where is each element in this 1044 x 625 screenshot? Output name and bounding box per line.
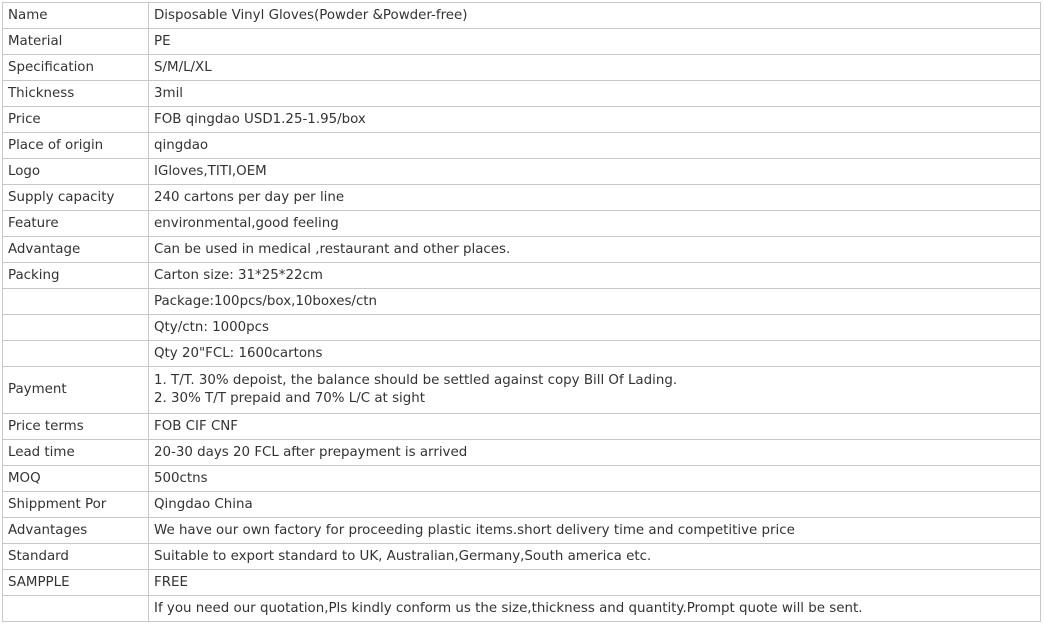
spec-value-line: FOB qingdao USD1.25-1.95/box xyxy=(154,111,366,127)
spec-label-cell: Shippment Por xyxy=(3,492,149,518)
spec-value-line: Qty/ctn: 1000pcs xyxy=(154,319,270,335)
spec-row xyxy=(3,185,1041,211)
spec-label-cell: Advantage xyxy=(3,237,149,263)
spec-row xyxy=(3,237,1041,263)
spec-value-cell xyxy=(149,341,1041,367)
spec-label-cell: Material xyxy=(3,29,149,55)
spec-value-line: FOB CIF CNF xyxy=(154,418,239,434)
spec-value-line: 20-30 days 20 FCL after prepayment is arrived xyxy=(154,444,468,460)
spec-row xyxy=(3,544,1041,570)
product-spec-table xyxy=(2,2,1041,622)
spec-row xyxy=(3,466,1041,492)
spec-row xyxy=(3,440,1041,466)
spec-value-line: 1. T/T. 30% depoist, the balance should be settled against copy Bill Of Lading. xyxy=(154,373,678,388)
spec-label-cell: Specification xyxy=(3,55,149,81)
spec-value-line: FREE xyxy=(154,574,188,590)
spec-value-cell xyxy=(149,315,1041,341)
spec-value-cell xyxy=(149,466,1041,492)
spec-value-cell xyxy=(149,570,1041,596)
spec-value-cell xyxy=(149,440,1041,466)
spec-value-cell xyxy=(149,211,1041,237)
spec-value-line: S/M/L/XL xyxy=(154,59,212,75)
spec-label-cell: Advantages xyxy=(3,518,149,544)
spec-value-cell xyxy=(149,133,1041,159)
spec-value-line: 500ctns xyxy=(154,470,208,486)
spec-value-line: Package:100pcs/box,10boxes/ctn xyxy=(154,293,378,309)
spec-value-line: Disposable Vinyl Gloves(Powder &Powder-free) xyxy=(154,7,468,23)
spec-value-line: PE xyxy=(154,33,171,49)
spec-label-cell: Place of origin xyxy=(3,133,149,159)
spec-label-cell: Name xyxy=(3,3,149,29)
spec-value-cell xyxy=(149,367,1041,414)
spec-label-cell: Price xyxy=(3,107,149,133)
spec-value-cell xyxy=(149,3,1041,29)
spec-row xyxy=(3,492,1041,518)
spec-value-line: 3mil xyxy=(154,85,184,101)
spec-label-cell: Standard xyxy=(3,544,149,570)
spec-value-cell xyxy=(149,492,1041,518)
spec-row xyxy=(3,263,1041,289)
spec-label-cell: Thickness xyxy=(3,81,149,107)
spec-label-cell: Supply capacity xyxy=(3,185,149,211)
spec-value-cell xyxy=(149,185,1041,211)
spec-value-cell xyxy=(149,544,1041,570)
spec-value-line: qingdao xyxy=(154,137,209,153)
spec-row xyxy=(3,570,1041,596)
spec-row xyxy=(3,341,1041,367)
spec-value-line: environmental,good feeling xyxy=(154,215,339,231)
spec-label-cell: Logo xyxy=(3,159,149,185)
spec-label-cell: SAMPPLE xyxy=(3,570,149,596)
spec-row xyxy=(3,289,1041,315)
spec-value-line: Can be used in medical ,restaurant and other places. xyxy=(154,241,511,257)
spec-row xyxy=(3,159,1041,185)
spec-label-cell xyxy=(3,341,149,367)
spec-value-cell xyxy=(149,107,1041,133)
spec-row xyxy=(3,596,1041,622)
spec-row xyxy=(3,211,1041,237)
spec-value-cell xyxy=(149,159,1041,185)
spec-row xyxy=(3,29,1041,55)
spec-value-line: Suitable to export standard to UK, Australian,Germany,South america etc. xyxy=(154,548,652,564)
spec-value-line: We have our own factory for proceeding plastic items.short delivery time and competitive price xyxy=(154,522,795,538)
spec-label-cell: Payment xyxy=(3,367,149,414)
spec-value-line: Qty 20"FCL: 1600cartons xyxy=(154,345,323,361)
spec-value-cell xyxy=(149,29,1041,55)
spec-table-body xyxy=(3,3,1041,622)
spec-label-cell: Feature xyxy=(3,211,149,237)
spec-label-cell: MOQ xyxy=(3,466,149,492)
spec-label-cell: Lead time xyxy=(3,440,149,466)
spec-label-cell: Price terms xyxy=(3,414,149,440)
spec-row xyxy=(3,55,1041,81)
spec-label-cell xyxy=(3,315,149,341)
spec-value-line: Carton size: 31*25*22cm xyxy=(154,267,323,283)
spec-row xyxy=(3,367,1041,414)
spec-value-line: 2. 30% T/T prepaid and 70% L/C at sight xyxy=(154,391,426,406)
spec-value-cell xyxy=(149,414,1041,440)
spec-label-cell: Packing xyxy=(3,263,149,289)
spec-value-cell xyxy=(149,55,1041,81)
spec-value-cell xyxy=(149,596,1041,622)
spec-row xyxy=(3,518,1041,544)
spec-value-cell xyxy=(149,263,1041,289)
spec-row xyxy=(3,133,1041,159)
spec-value-line: If you need our quotation,Pls kindly conform us the size,thickness and quantity.Prompt quote will be sent. xyxy=(154,600,863,616)
spec-row xyxy=(3,315,1041,341)
spec-row xyxy=(3,3,1041,29)
spec-value-line: 240 cartons per day per line xyxy=(154,189,345,205)
spec-value-cell xyxy=(149,289,1041,315)
spec-value-cell xyxy=(149,81,1041,107)
spec-label-cell xyxy=(3,596,149,622)
spec-row xyxy=(3,414,1041,440)
spec-row xyxy=(3,107,1041,133)
spec-row xyxy=(3,81,1041,107)
spec-value-line: IGloves,TITI,OEM xyxy=(154,163,267,179)
spec-label-cell xyxy=(3,289,149,315)
spec-value-cell xyxy=(149,237,1041,263)
spec-value-cell xyxy=(149,518,1041,544)
spec-value-line: Qingdao China xyxy=(154,496,253,512)
